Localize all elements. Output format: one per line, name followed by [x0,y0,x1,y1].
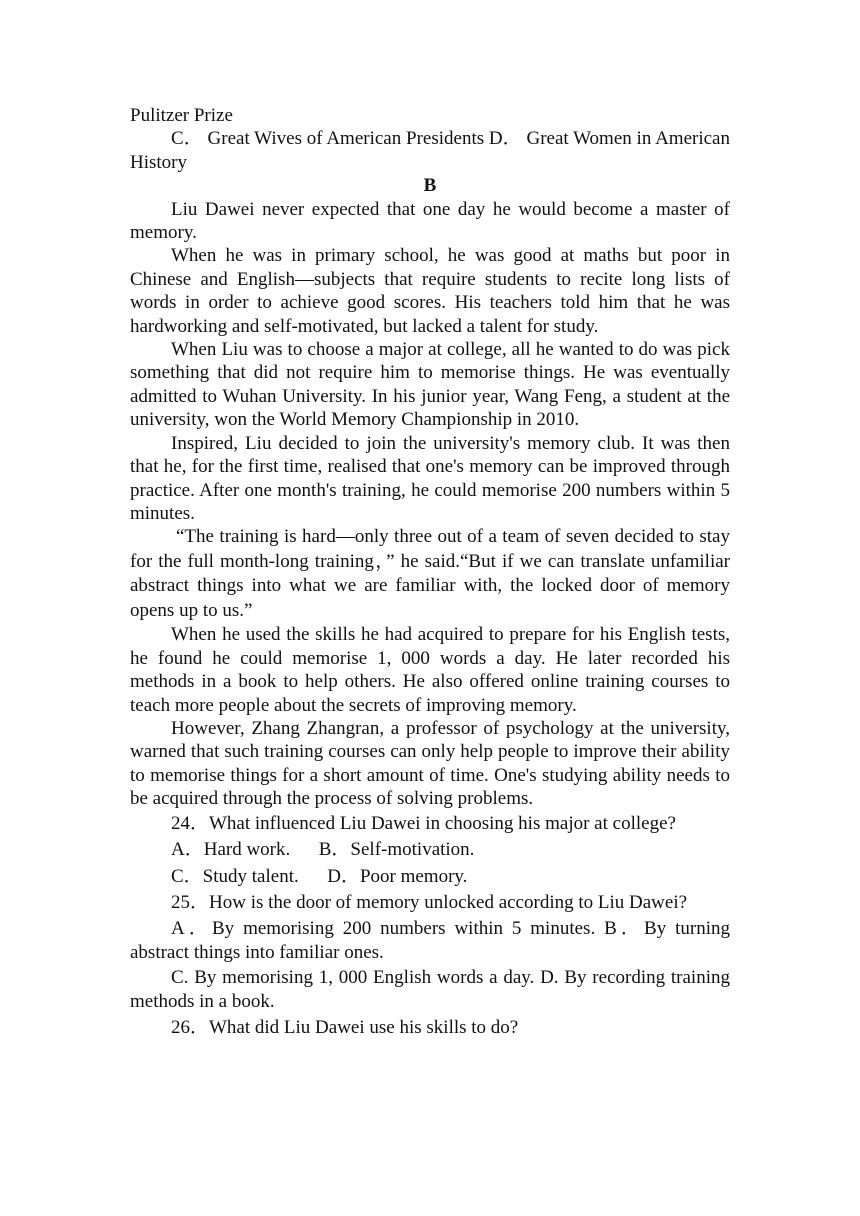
passage-paragraph-2: When he was in primary school, he was good at maths but poor in Chinese and English—subjects that require students to recite long lists of words in order to achieve good scores. His teachers told him that he was hardworking and self-motivated, but lacked a talent for study. [130,245,730,337]
passage-paragraph-3: When Liu was to choose a major at college, all he wanted to do was pick something that did not require him to memorise things. He was eventually admitted to Wuhan University. In his junior year, Wang Feng, a student at the university, won the World Memory Championship in 2010. [130,339,730,431]
question-stem: 26．What did Liu Dawei use his skills to do? [171,1016,519,1038]
question-26 [130,1015,730,1042]
previous-options-c-d: C． Great Wives of American Presidents D． Great Women in American History [130,128,730,173]
passage-paragraph-4: Inspired, Liu decided to join the university's memory club. It was then that he, for the first time, realised that one's memory can be improved through practice. After one month's training, he could memorise 200 numbers within 5 minutes. [130,432,730,524]
passage-paragraph-7: However, Zhang Zhangran, a professor of psychology at the university, warned that such training courses can only help people to improve their ability to memorise things for a short amount of time. One's studying ability needs to be acquired through the process of solving problems. [130,717,730,810]
question-options-row: C. By memorising 1, 000 English words a day. D. By recording training methods in a book. [130,966,730,1013]
passage-paragraph-1: Liu Dawei never expected that one day he would become a master of memory. [130,198,730,244]
question-options-row: C．Study talent. D．Poor memory. [171,865,468,887]
previous-option-tail: Pulitzer Prize [130,105,233,126]
question-options-row: A．Hard work. B．Self-motivation. [171,839,475,861]
section-heading: B [423,175,437,197]
question-stem: 24．What influenced Liu Dawei in choosing his major at college? [171,812,676,834]
question-25 [130,890,730,1015]
question-stem: 25．How is the door of memory unlocked according to Liu Dawei? [171,892,688,914]
passage-paragraph-5: “The training is hard—only three out of a team of seven decided to stay for the full month-long training，” he said.“But if we can translate unfamiliar abstract things into what we are familiar with, the locked door of memory opens up to us.” [130,526,730,621]
passage-paragraph-6: When he used the skills he had acquired to prepare for his English tests, he found he could memorise 1, 000 words a day. He later recorded his methods in a book to help others. He also offered online training courses to teach more people about the secrets of improving memory. [130,624,730,716]
question-24 [130,811,730,891]
document-page [130,104,730,1041]
question-options-row: A．By memorising 200 numbers within 5 minutes. B．By turning abstract things into familiar ones. [130,917,730,964]
